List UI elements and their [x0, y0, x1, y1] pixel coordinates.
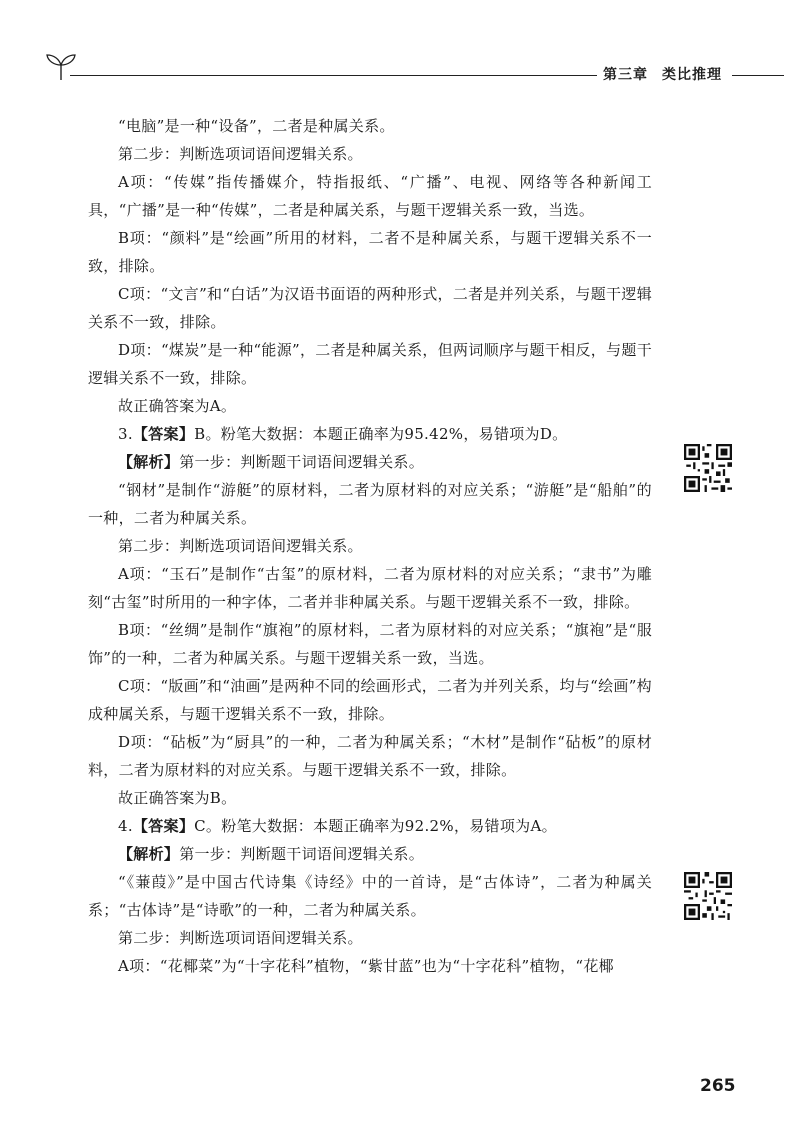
section-tag: 【解析】 — [118, 845, 180, 863]
paragraph-text: B项：“丝绸”是制作“旗袍”的原材料，二者为原材料的对应关系；“旗袍”是“服饰”的一种，二者为种属关系。与题干逻辑关系一致，当选。 — [88, 621, 652, 667]
paragraph — [88, 784, 652, 812]
paragraph — [88, 140, 652, 168]
paragraph — [88, 420, 652, 448]
page-header — [44, 52, 784, 92]
paragraph-text: 第二步：判断选项词语间逻辑关系。 — [118, 145, 363, 163]
paragraph-text: “钢材”是制作“游艇”的原材料，二者为原材料的对应关系；“游艇”是“船舶”的一种，二者为种属关系。 — [88, 481, 652, 527]
paragraph — [88, 840, 652, 868]
qr-code-q3-icon[interactable] — [684, 444, 732, 492]
paragraph-text: “电脑”是一种“设备”，二者是种属关系。 — [118, 117, 395, 135]
paragraph-text: 第二步：判断选项词语间逻辑关系。 — [118, 537, 363, 555]
header-rule-right — [732, 75, 784, 76]
paragraph — [88, 336, 652, 392]
paragraph-text: B。粉笔大数据：本题正确率为95.42%，易错项为D。 — [194, 425, 568, 443]
paragraph — [88, 560, 652, 616]
paragraph-text: D项：“砧板”为“厨具”的一种，二者为种属关系；“木材”是制作“砧板”的原材料，二者为原材料的对应关系。与题干逻辑关系不一致，排除。 — [88, 733, 652, 779]
paragraph-text: A项：“花椰菜”为“十字花科”植物，“紫甘蓝”也为“十字花科”植物，“花椰 — [118, 957, 614, 975]
paragraph — [88, 112, 652, 140]
qr-code-q4-icon[interactable] — [684, 872, 732, 920]
paragraph — [88, 728, 652, 784]
paragraph — [88, 672, 652, 728]
paragraph — [88, 952, 652, 980]
sprout-icon — [44, 52, 78, 82]
section-tag: 【答案】 — [132, 817, 195, 835]
paragraph — [88, 532, 652, 560]
paragraph-text: 第二步：判断选项词语间逻辑关系。 — [118, 929, 363, 947]
paragraph-text: A项：“传媒”指传播媒介，特指报纸、“广播”、电视、网络等各种新闻工具，“广播”是一种“传媒”，二者是种属关系，与题干逻辑关系一致，当选。 — [88, 173, 652, 219]
paragraph — [88, 812, 652, 840]
header-rule-left — [70, 75, 624, 76]
section-tag: 【答案】 — [132, 425, 195, 443]
paragraph — [88, 224, 652, 280]
chapter-title — [597, 64, 728, 84]
paragraph-text: “《蒹葭》”是中国古代诗集《诗经》中的一首诗，是“古体诗”，二者为种属关系；“古体诗”是“诗歌”的一种，二者为种属关系。 — [88, 873, 652, 919]
paragraph-text: C。粉笔大数据：本题正确率为92.2%，易错项为A。 — [194, 817, 557, 835]
paragraph-text: 故正确答案为B。 — [118, 789, 237, 807]
section-title: 类比推理 — [662, 67, 722, 83]
question-number: 3. — [118, 425, 133, 443]
section-tag: 【解析】 — [118, 453, 180, 471]
paragraph — [88, 280, 652, 336]
chapter-number: 第三章 — [603, 67, 648, 83]
paragraph-text: C项：“文言”和“白话”为汉语书面语的两种形式，二者是并列关系，与题干逻辑关系不一致，排除。 — [88, 285, 652, 331]
paragraph-text: B项：“颜料”是“绘画”所用的材料，二者不是种属关系，与题干逻辑关系不一致，排除。 — [88, 229, 652, 275]
paragraph — [88, 476, 652, 532]
paragraph — [88, 924, 652, 952]
paragraph-text: 故正确答案为A。 — [118, 397, 237, 415]
paragraph-text: D项：“煤炭”是一种“能源”，二者是种属关系，但两词顺序与题干相反，与题干逻辑关系不一致，排除。 — [88, 341, 652, 387]
paragraph — [88, 448, 652, 476]
paragraph — [88, 868, 652, 924]
paragraph — [88, 168, 652, 224]
paragraph-text: A项：“玉石”是制作“古玺”的原材料，二者为原材料的对应关系；“隶书”为雕刻“古玺”时所用的一种字体，二者并非种属关系。与题干逻辑关系不一致，排除。 — [88, 565, 652, 611]
paragraph — [88, 616, 652, 672]
paragraph-text: 第一步：判断题干词语间逻辑关系。 — [179, 453, 425, 471]
paragraph-text: 第一步：判断题干词语间逻辑关系。 — [179, 845, 425, 863]
paragraph — [88, 392, 652, 420]
question-number: 4. — [118, 817, 133, 835]
page-number: 265 — [700, 1076, 736, 1096]
paragraph-text: C项：“版画”和“油画”是两种不同的绘画形式，二者为并列关系，均与“绘画”构成种属关系，与题干逻辑关系不一致，排除。 — [88, 677, 652, 723]
page-body — [88, 112, 652, 980]
